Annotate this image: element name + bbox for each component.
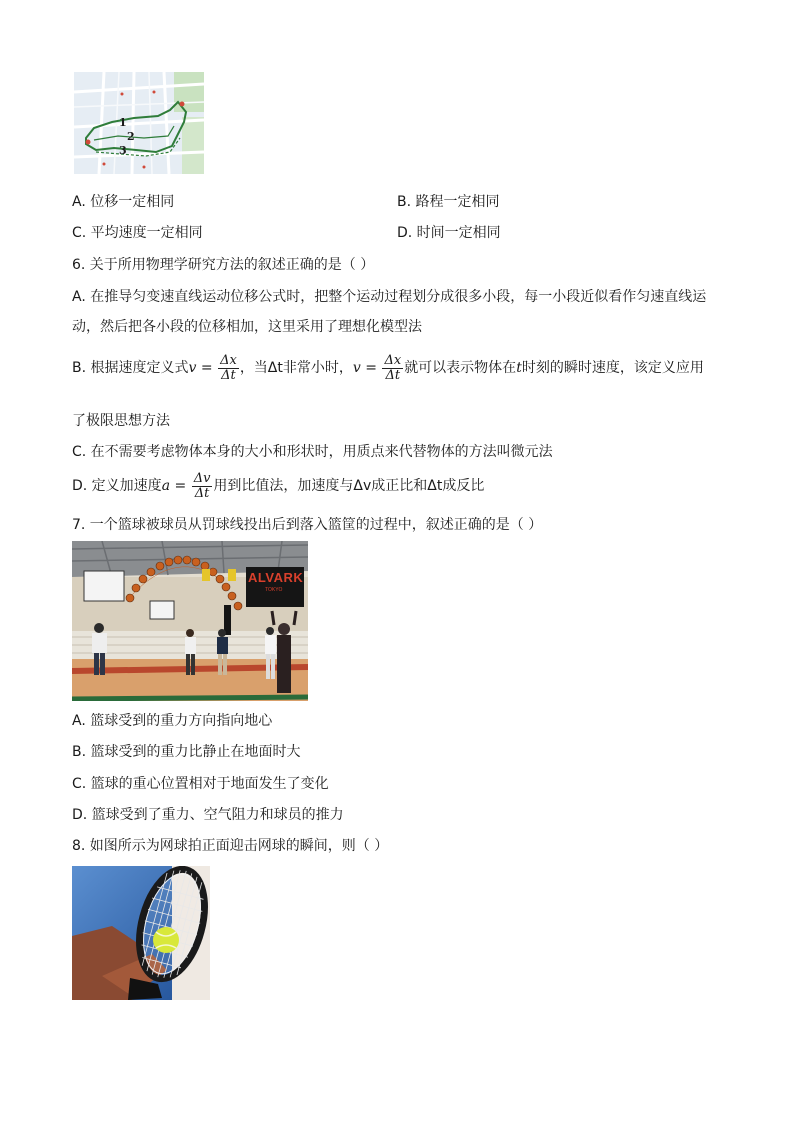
q6-b-fraction-1 bbox=[218, 354, 239, 383]
map-illustration bbox=[74, 72, 204, 174]
q6-b-mid: ，当Δt非常小时， bbox=[239, 360, 353, 376]
map-figure bbox=[74, 72, 204, 174]
q5-option-c: C. 平均速度一定相同 bbox=[72, 225, 203, 241]
q7-option-b: B. 篮球受到的重力比静止在地面时大 bbox=[72, 744, 301, 760]
q7-option-c: C. 篮球的重心位置相对于地面发生了变化 bbox=[72, 776, 329, 792]
q6-option-a-line2: 动，然后把各小段的位移相加，这里采用了理想化模型法 bbox=[72, 319, 422, 335]
q5-option-b: B. 路程一定相同 bbox=[397, 194, 500, 210]
tennis-racket-scene bbox=[72, 866, 210, 1000]
basketball-photo bbox=[72, 541, 308, 701]
q6-d-post: 用到比值法，加速度与Δv成正比和Δt成反比 bbox=[213, 478, 485, 494]
basketball-scene bbox=[72, 541, 308, 701]
map-label-2: 2 bbox=[127, 130, 135, 143]
q6-b-v1: v bbox=[188, 360, 197, 376]
frac-numerator: Δx bbox=[384, 352, 402, 368]
frac-denominator: Δt bbox=[385, 367, 401, 383]
q8-stem: 8. 如图所示为网球拍正面迎击网球的瞬间，则（ ） bbox=[72, 838, 389, 854]
tennis-photo bbox=[72, 866, 210, 1000]
q6-option-b-line1 bbox=[72, 352, 704, 384]
q6-d-prefix: D. 定义加速度 bbox=[72, 478, 162, 494]
map-label-3: 3 bbox=[119, 144, 127, 157]
map-label-1: 1 bbox=[119, 116, 127, 129]
q6-b-eq1: = bbox=[196, 360, 218, 376]
banner-subtext: TOKYO bbox=[265, 587, 283, 593]
q7-stem: 7. 一个篮球被球员从罚球线投出后到落入篮筐的过程中，叙述正确的是（ ） bbox=[72, 517, 543, 533]
q6-d-a: a bbox=[161, 478, 171, 494]
q5-option-d: D. 时间一定相同 bbox=[397, 225, 501, 241]
q6-option-c: C. 在不需要考虑物体本身的大小和形状时，用质点来代替物体的方法叫微元法 bbox=[72, 444, 553, 460]
q7-option-a: A. 篮球受到的重力方向指向地心 bbox=[72, 713, 273, 729]
q6-option-b-line2: 了极限思想方法 bbox=[72, 413, 170, 429]
frac-numerator: Δv bbox=[193, 470, 211, 486]
frac-denominator: Δt bbox=[221, 367, 236, 383]
q6-b-eq2: = bbox=[360, 360, 382, 376]
q5-option-a: A. 位移一定相同 bbox=[72, 194, 175, 210]
q6-b-t: t bbox=[516, 360, 522, 376]
q7-option-d: D. 篮球受到了重力、空气阻力和球员的推力 bbox=[72, 807, 344, 823]
banner-text: ALVARK bbox=[248, 570, 304, 585]
q6-d-eq: = bbox=[170, 478, 191, 494]
q6-b-post1: 就可以表示物体在 bbox=[404, 360, 517, 376]
q6-b-v2: v bbox=[352, 360, 361, 376]
q6-stem: 6. 关于所用物理学研究方法的叙述正确的是（ ） bbox=[72, 257, 375, 273]
q6-b-post2: 时刻的瞬时速度，该定义应用 bbox=[521, 360, 704, 376]
frac-denominator: Δt bbox=[194, 485, 210, 501]
q6-d-fraction bbox=[192, 472, 213, 501]
q6-option-d bbox=[72, 470, 484, 502]
q6-option-a-line1: A. 在推导匀变速直线运动位移公式时，把整个运动过程划分成很多小段，每一小段近似看作匀速直线运 bbox=[72, 289, 707, 305]
q6-b-fraction-2 bbox=[382, 354, 403, 383]
q6-b-prefix: B. 根据速度定义式 bbox=[72, 360, 189, 376]
frac-numerator: Δx bbox=[220, 352, 237, 368]
